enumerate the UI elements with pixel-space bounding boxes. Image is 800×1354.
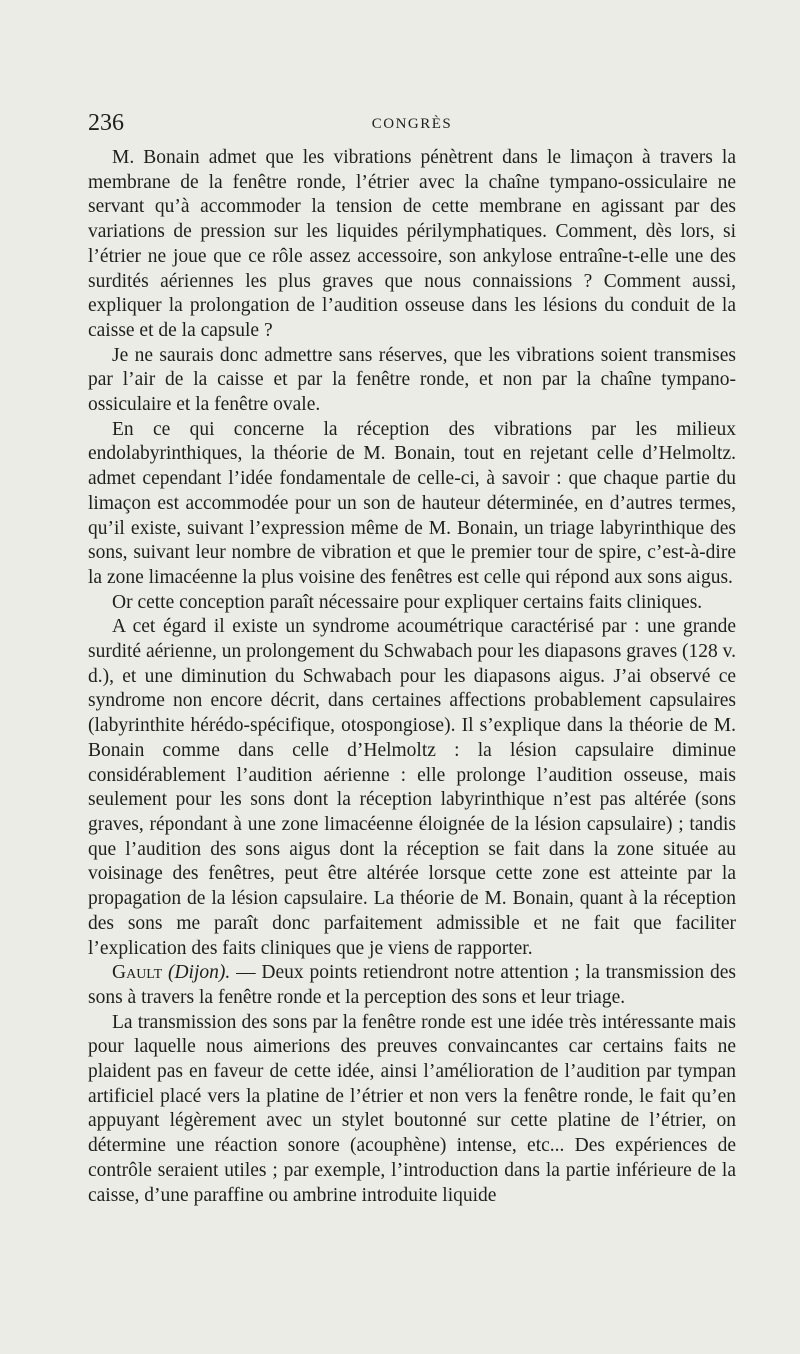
page-body [88,146,736,1208]
page-header [88,100,736,146]
paragraph: A cet égard il existe un syndrome acoumétrique caractérisé par : une grande surdité aérienne, un prolongement du Schwabach pour les diapasons graves (128 v. d.), et une diminution du Schwabach pour les diapasons aigus. J’ai observé ce syndrome non encore décrit, dans certaines affections probablement capsulaires (labyrinthite hérédo-spécifique, otospongiose). Il s’explique dans la théorie de M. Bonain comme dans celle d’Helmoltz : la lésion capsulaire diminue considérablement l’audition aérienne : elle prolonge l’audition osseuse, mais seulement pour les sons dont la réception labyrinthique n’est pas altérée (sons graves, répondant à une zone limacéenne éloignée de la lésion capsulaire) ; tandis que l’audition des sons aigus dont la réception se fait dans la zone située au voisinage des fenêtres, peut être altérée lorsque cette zone est atteinte par la propagation de la lésion capsulaire. La théorie de M. Bonain, quant à la réception des sons me paraît donc parfaitement admissible et ne fait que faciliter l’explication des faits cliniques que je viens de rapporter. [88,616,737,959]
paragraph: M. Bonain admet que les vibrations pénètrent dans le limaçon à travers la membrane de la fenêtre ronde, l’étrier avec la chaîne tympano-ossiculaire ne servant qu’à accommoder la tension de cette membrane en agissant par des variations de pression sur les liquides périlymphatiques. Comment, dès lors, si l’étrier ne joue que ce rôle assez accessoire, son ankylose entraîne-t-elle une des surdités aériennes les plus graves que nous connaissions ? Comment aussi, expliquer la prolongation de l’audition osseuse dans les lésions du conduit de la caisse et de la capsule ? [88,147,736,341]
speaker-location: (Dijon). [167,962,231,984]
paragraph [88,961,736,1010]
paragraph: En ce qui concerne la réception des vibrations par les milieux endolabyrinthiques, la théorie de M. Bonain, tout en rejetant celle d’Helmoltz. admet cependant l’idée fondamentale de celle-ci, à savoir : que chaque partie du limaçon est accommodée pour un son de hauteur déterminée, en d’autres termes, qu’il existe, suivant l’expression même de M. Bonain, un triage labyrinthique des sons, suivant leur nombre de vibration et que le premier tour de spire, c’est-à-dire la zone limacéenne la plus voisine des fenêtres est celle qui répond aux sons aigus. [88,418,736,588]
paragraph-text: — Deux points retiendront notre attention ; la transmission des sons à travers la fenêtre ronde et la perception des sons et leur triage. [88,962,736,1008]
paragraph: Or cette conception paraît nécessaire pour expliquer certains faits cliniques. [112,591,703,613]
paragraph: Je ne saurais donc admettre sans réserves, que les vibrations soient transmises par l’air de la caisse et par la fenêtre ronde, et non par la chaîne tympano-ossiculaire et la fenêtre ovale. [88,344,736,416]
speaker-name: Gault [112,962,163,984]
page-number: 236 [88,110,124,136]
running-title: CONGRÈS [371,116,453,132]
paragraph: La transmission des sons par la fenêtre ronde est une idée très intéressante mais pour laquelle nous aimerions des preuves convaincantes car certains faits ne plaident pas en faveur de cette idée, ainsi l’amélioration de l’audition par tympan artificiel placé vers la platine de l’étrier et non vers la fenêtre ronde, le fait qu’en appuyant légèrement avec un stylet boutonné sur cette platine de l’étrier, on détermine une réaction sonore (acouphène) intense, etc... Des expériences de contrôle seraient utiles ; par exemple, l’introduction dans la partie inférieure de la caisse, d’une paraffine ou ambrine introduite liquide [88,1011,736,1206]
